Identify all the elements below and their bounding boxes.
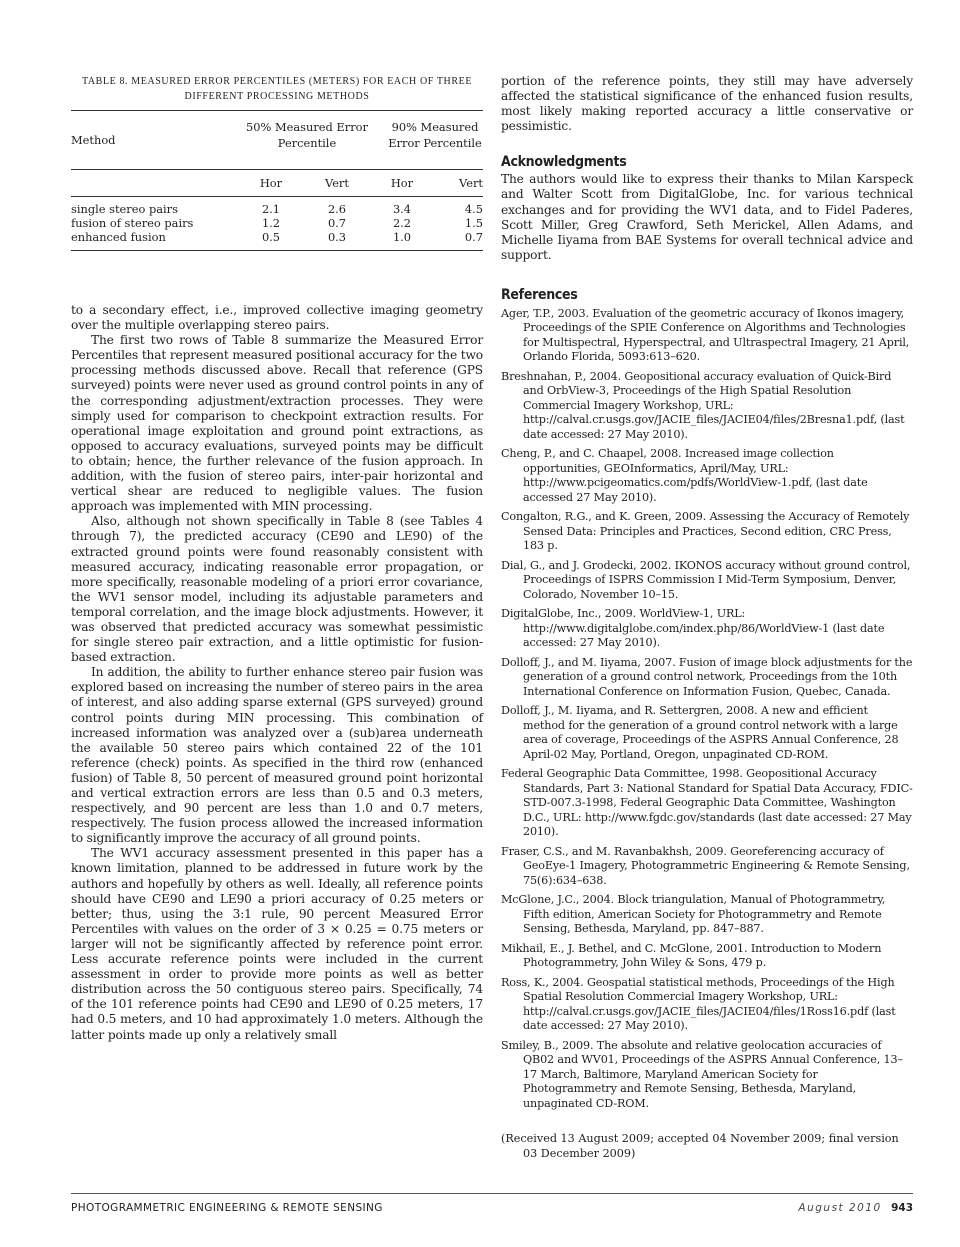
reference-list [501, 307, 913, 1112]
table-8 [71, 110, 483, 251]
table-caption-line1: TABLE 8. MEASURED ERROR PERCENTILES (METERS) FOR EACH OF THREE [81, 76, 473, 87]
footer-right [798, 1202, 913, 1214]
paragraph: portion of the reference points, they still may have adversely affected the statistical significance of the enhanced fusion results, most likely making reported accuracy a little conservative or pessimistic. [501, 74, 913, 134]
cell-value: 2.6 [327, 202, 347, 216]
cell-value: 1.2 [261, 216, 281, 230]
reference-item: Cheng, P., and C. Chaapel, 2008. Increased image collection opportunities, GEOInformatics, April/May, URL: http://www.pcigeomatics.com/pdfs/WorldView-1.pdf, (last date accessed 27 May 2010). [501, 447, 868, 504]
col-header-vert-50: Vert [301, 169, 373, 196]
table-row [71, 230, 483, 244]
footer-date: August 2010 [798, 1202, 882, 1214]
paragraph: The first two rows of Table 8 summarize the Measured Error Percentiles that represent measured positional accuracy for the two processing methods discussed above. Recall that reference (GPS surveyed) points were never used as ground control points in any of the corresponding adjustment/extraction processes. They were simply used for comparison to checkpoint extraction results. For operational image exploitation and ground point extractions, as opposed to accuracy evaluations, surveyed points may be difficult to obtain; hence, the further relevance of the fusion approach. In addition, with the fusion of stereo pairs, inter-pair horizontal and vertical shear are reduced to negligible values. The fusion approach was implemented with MIN processing. [71, 333, 483, 514]
col-group-50: 50% Measured Error Percentile [246, 120, 368, 150]
reference-item: DigitalGlobe, Inc., 2009. WorldView-1, URL: http://www.digitalglobe.com/index.php/86/WorldView-1 (last date accessed: 27 May 2010). [501, 607, 885, 650]
cell-value: 2.1 [261, 202, 281, 216]
reference-item: Fraser, C.S., and M. Ravanbakhsh, 2009. Georeferencing accuracy of GeoEye-1 Imagery, Photogrammetric Engineering & Remote Sensing, 75(6):634–638. [501, 844, 910, 887]
footer-rule [71, 1193, 913, 1194]
reference-item: Dolloff, J., and M. Iiyama, 2007. Fusion of image block adjustments for the generation of a ground control network, Proceedings from the 10th International Conference on Information Fusion, Quebec, Canada. [501, 655, 913, 698]
acknowledgments-text: The authors would like to express their thanks to Milan Karspeck and Walter Scott from DigitalGlobe, Inc. for various technical exchanges and for providing the WV1 data, and to Fidel Paderes, Scott Miller, Greg Crawford, Seth Merickel, Allen Adams, and Michelle Iiyama from BAE Systems for overall technical advice and support. [501, 172, 913, 262]
right-column [501, 74, 913, 1161]
cell-value: 0.3 [327, 230, 347, 244]
col-header-method: Method [71, 132, 116, 147]
table-caption [71, 74, 483, 104]
table-row [71, 216, 483, 230]
reference-item: Mikhail, E., J. Bethel, and C. McGlone, 2001. Introduction to Modern Photogrammetry, John Wiley & Sons, 479 p. [501, 941, 882, 970]
cell-value: 1.5 [464, 216, 483, 230]
reference-item: Dolloff, J., M. Iiyama, and R. Settergren, 2008. A new and efficient method for the generation of a ground control network with a large area of coverage, Proceedings of the ASPRS Annual Conference, 28 April-02 May, Portland, Oregon, unpaginated CD-ROM. [501, 704, 899, 761]
reference-item: Breshnahan, P., 2004. Geopositional accuracy evaluation of Quick-Bird and OrbView-3, Proceedings of the High Spatial Resolution Commercial Imagery Workshop, URL: http://calval.cr.usgs.gov/JACIE_files/JACIE04/files/2Bresna1.pdf, (last date accessed: 27 May 2010). [501, 369, 905, 441]
paragraph: to a secondary effect, i.e., improved collective imaging geometry over the multiple overlapping stereo pairs. [71, 303, 483, 333]
col-header-hor-90: Hor [373, 169, 431, 196]
row-method: fusion of stereo pairs [71, 216, 194, 230]
cell-value: 4.5 [464, 202, 483, 216]
paragraph: Also, although not shown specifically in Table 8 (see Tables 4 through 7), the predicted accuracy (CE90 and LE90) of the extracted ground points were found reasonably consistent with measured accuracy, indicating reasonable error propagation, or more specifically, reasonable modeling of a priori error covariance, the WV1 sensor model, including its adjustable parameters and temporal correlation, and the image block adjustments. However, it was observed that predicted accuracy was somewhat pessimistic for single stereo pair extraction, and a little optimistic for fusion-based extraction. [71, 514, 483, 665]
col-header-hor-50: Hor [241, 169, 301, 196]
left-column [71, 74, 483, 1043]
reference-item: Ross, K., 2004. Geospatial statistical methods, Proceedings of the High Spatial Resolution Commercial Imagery Workshop, URL: http://calval.cr.usgs.gov/JACIE_files/JACIE04/files/1Ross16.pdf (last date accessed: 27 May 2010). [501, 975, 896, 1033]
reference-item: Federal Geographic Data Committee, 1998. Geopositional Accuracy Standards, Part 3: National Standard for Spatial Data Accuracy, FDIC-STD-007.3-1998, Federal Geographic Data Committee, Washington D.C., URL: http://www.fgdc.gov/standards (last date accessed: 27 May 2010). [501, 767, 913, 839]
cell-value: 1.0 [392, 230, 412, 244]
acknowledgments-heading: Acknowledgments [501, 154, 627, 171]
received-note: (Received 13 August 2009; accepted 04 November 2009; final version 03 December 2009) [501, 1132, 899, 1160]
cell-value: 0.7 [327, 216, 347, 230]
col-group-90: 90% Measured Error Percentile [388, 120, 482, 150]
cell-value: 0.7 [464, 230, 483, 244]
cell-value: 0.5 [261, 230, 281, 244]
row-method: single stereo pairs [71, 202, 178, 216]
row-method: enhanced fusion [71, 230, 166, 244]
paragraph: In addition, the ability to further enhance stereo pair fusion was explored based on increasing the number of stereo pairs in the area of interest, and also adding sparse external (GPS surveyed) ground control points during MIN processing. This combination of increased information was analyzed over a (sub)area underneath the available 50 stereo pairs which contained 22 of the 101 reference (check) points. As specified in the third row (enhanced fusion) of Table 8, 50 percent of measured ground point horizontal and vertical extraction errors are less than 0.5 and 0.3 meters, respectively, and 90 percent are less than 1.0 and 0.7 meters, respectively. The fusion process allowed the increased information to significantly improve the accuracy of all ground points. [71, 665, 483, 846]
reference-item: Smiley, B., 2009. The absolute and relative geolocation accuracies of QB02 and WV01, Proceedings of the ASPRS Annual Conference, 13–17 March, Baltimore, Maryland American Society for Photogrammetry and Remote Sensing, Bethesda, Maryland, unpaginated CD-ROM. [501, 1038, 903, 1110]
page-number: 943 [891, 1202, 913, 1214]
reference-item: Congalton, R.G., and K. Green, 2009. Assessing the Accuracy of Remotely Sensed Data: Principles and Practices, Second edition, CRC Press, 183 p. [501, 510, 910, 553]
cell-value: 2.2 [392, 216, 412, 230]
reference-item: Dial, G., and J. Grodecki, 2002. IKONOS accuracy without ground control, Proceedings of ISPRS Commission I Mid-Term Symposium, Denver, Colorado, November 10–15. [501, 558, 911, 601]
reference-item: McGlone, J.C., 2004. Block triangulation, Manual of Photogrammetry, Fifth edition, American Society for Photogrammetry and Remote Sensing, Bethesda, Maryland, pp. 847–887. [501, 893, 886, 936]
col-header-vert-90: Vert [431, 169, 483, 196]
table-row [71, 202, 483, 216]
reference-item: Ager, T.P., 2003. Evaluation of the geometric accuracy of Ikonos imagery, Proceedings of the SPIE Conference on Algorithms and Technologies for Multispectral, Hyperspectral, and Ultraspectral Imagery, 21 April, Orlando Florida, 5093:613–620. [501, 306, 910, 364]
paragraph: The WV1 accuracy assessment presented in this paper has a known limitation, planned to be addressed in future work by the authors and hopefully by others as well. Ideally, all reference points should have CE90 and LE90 a priori accuracy of 0.25 meters or better; thus, using the 3:1 rule, 90 percent Measured Error Percentiles with values on the order of 3 × 0.25 = 0.75 meters or larger will not be significantly affected by reference point error. Less accurate reference points were included in the current assessment in order to provide more points as well as better distribution across the 50 contiguous stereo pairs. Specifically, 74 of the 101 reference points had CE90 and LE90 of 0.25 meters, 17 had 0.5 meters, and 10 had approximately 1.0 meters. Although the latter points made up only a relatively small [71, 846, 483, 1042]
references-heading: References [501, 286, 578, 303]
footer-journal-name: PHOTOGRAMMETRIC ENGINEERING & REMOTE SENSING [71, 1202, 383, 1214]
table-caption-line2: DIFFERENT PROCESSING METHODS [184, 91, 370, 102]
cell-value: 3.4 [392, 202, 412, 216]
